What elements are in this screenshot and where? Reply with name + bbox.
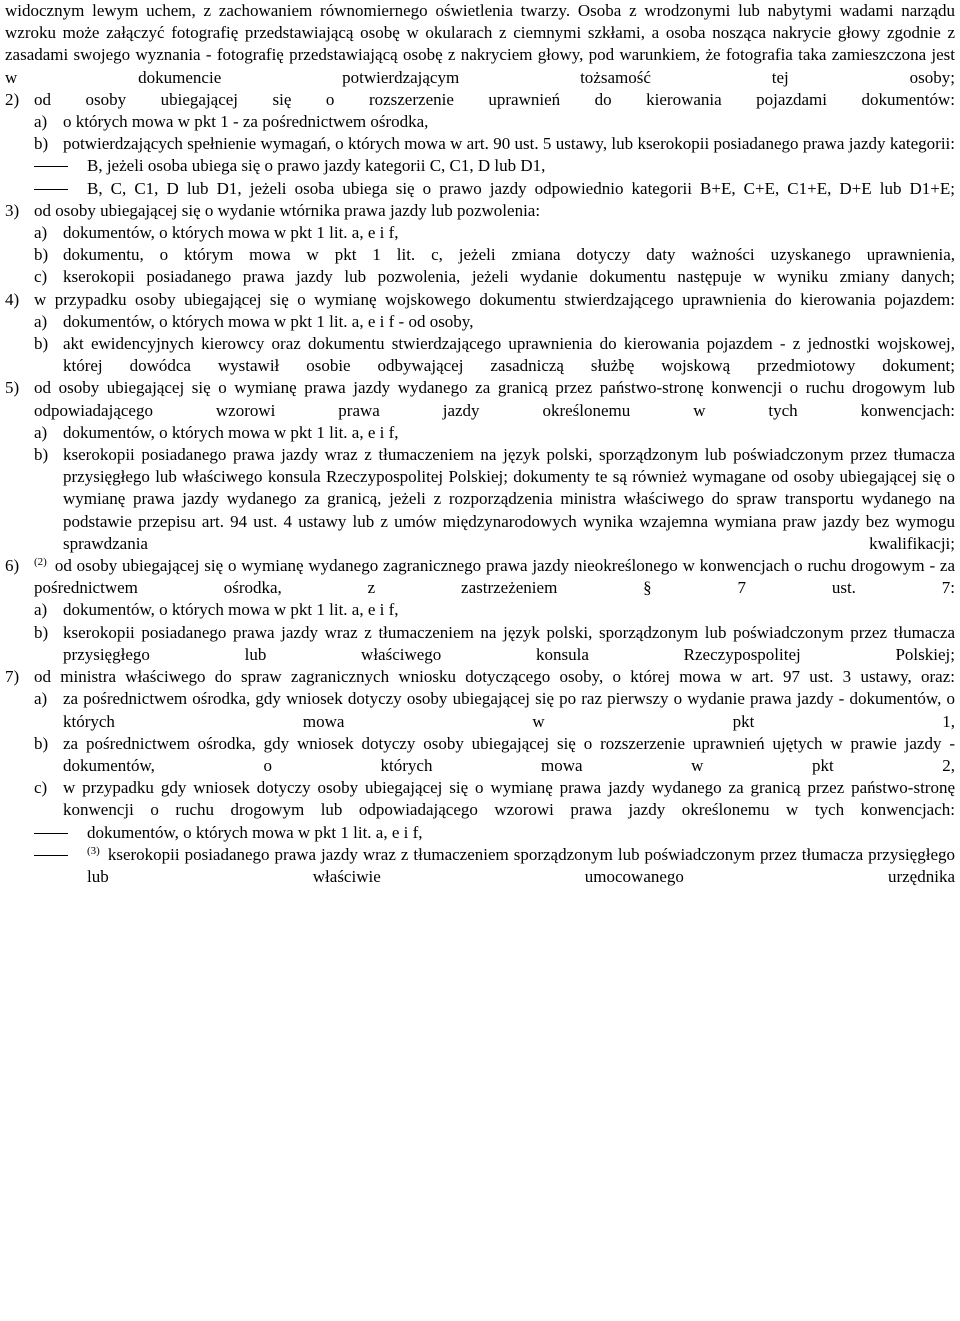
sub-item-2a xyxy=(34,111,955,133)
dash-text: B, C, C1, D lub D1, jeżeli osoba ubiega się o prawo jazdy odpowiednio kategorii B+E, C+E, C1+E, D+E lub D1+E; xyxy=(87,178,955,198)
dash-text: kserokopii posiadanego prawa jazdy wraz z tłumaczeniem sporządzonym lub poświadczonym przez tłumacza przysięgłego lub właściwie umocowanego urzędnika xyxy=(87,844,955,886)
sub-number: c) xyxy=(34,778,48,798)
sub-text: w przypadku gdy wniosek dotyczy osoby ubiegającej się o wymianę prawa jazdy wydanego za granicą przez państwo-stronę konwencji o ruchu drogowym lub odpowiadającego wzorowi prawa jazdy określonemu w tych konwencjach: xyxy=(63,778,955,820)
list-item-6 xyxy=(5,555,955,599)
sub-text: kserokopii posiadanego prawa jazdy lub pozwolenia, jeżeli wydanie dokumentu następuje w wyniku zmiany danych; xyxy=(63,267,955,287)
sub-item-5a xyxy=(34,422,955,444)
sub-item-3c xyxy=(34,266,955,288)
sub-number: a) xyxy=(34,689,48,709)
item-number: 2) xyxy=(5,89,20,109)
dash-text: dokumentów, o których mowa w pkt 1 lit. a, e i f, xyxy=(87,822,423,842)
item-number: 4) xyxy=(5,289,20,309)
sub-number: b) xyxy=(34,245,49,265)
item-number: 5) xyxy=(5,378,20,398)
sub-number: b) xyxy=(34,622,49,642)
sub-item-5b xyxy=(34,444,955,555)
dash-marker xyxy=(34,166,68,167)
sub-item-3b xyxy=(34,244,955,266)
sub-text: dokumentów, o których mowa w pkt 1 lit. a, e i f, xyxy=(63,422,399,442)
sub-text: dokumentów, o których mowa w pkt 1 lit. a, e i f - od osoby, xyxy=(63,311,474,331)
sub-number: a) xyxy=(34,600,48,620)
item-number: 6) xyxy=(5,556,20,576)
sub-item-3a xyxy=(34,222,955,244)
item-number: 7) xyxy=(5,667,20,687)
sub-text: za pośrednictwem ośrodka, gdy wniosek dotyczy osoby ubiegającej się po raz pierwszy o wydanie prawa jazdy - dokumentów, o których mowa w pkt 1, xyxy=(63,689,955,731)
footnote-marker: (3) xyxy=(87,844,100,857)
list-item-4 xyxy=(5,289,955,311)
sub-item-7c xyxy=(34,777,955,821)
sub-text: akt ewidencyjnych kierowcy oraz dokumentu stwierdzającego uprawnienia do kierowania pojazdem - z jednostki wojskowej, której dowódca wystawił osobie odbywającej zasadniczą służbę wojskową przedmiotowy dokument; xyxy=(63,334,955,376)
sub-number: b) xyxy=(34,134,49,154)
dash-item xyxy=(34,178,955,200)
dash-item xyxy=(34,822,955,844)
sub-item-2b xyxy=(34,133,955,155)
sub-item-7a xyxy=(34,688,955,732)
sub-number: c) xyxy=(34,267,48,287)
item-text: od osoby ubiegającej się o rozszerzenie uprawnień do kierowania pojazdami dokumentów: xyxy=(34,89,955,109)
item-text: od ministra właściwego do spraw zagranicznych wniosku dotyczącego osoby, o której mowa w art. 97 ust. 3 ustawy, oraz: xyxy=(34,667,955,687)
sub-text: o których mowa w pkt 1 - za pośrednictwem ośrodka, xyxy=(63,112,429,132)
sub-text: dokumentu, o którym mowa w pkt 1 lit. c, jeżeli zmiana dotyczy daty ważności uzyskanego uprawnienia, xyxy=(63,245,955,265)
item-text: w przypadku osoby ubiegającej się o wymianę wojskowego dokumentu stwierdzającego uprawnienia do kierowania pojazdem: xyxy=(34,289,955,309)
footnote-marker: (2) xyxy=(34,556,47,569)
dash-item xyxy=(34,844,955,888)
list-item-3 xyxy=(5,200,955,222)
sub-item-6b xyxy=(34,622,955,666)
sub-item-7b xyxy=(34,733,955,777)
sub-text: za pośrednictwem ośrodka, gdy wniosek dotyczy osoby ubiegającej się o rozszerzenie uprawnień ujętych w prawie jazdy - dokumentów, o których mowa w pkt 2, xyxy=(63,733,955,775)
item-number: 3) xyxy=(5,200,20,220)
intro-paragraph: widocznym lewym uchem, z zachowaniem równomiernego oświetlenia twarzy. Osoba z wrodzonymi lub nabytymi wadami narządu wzroku może załączyć fotografię przedstawiającą osobę w okularach z ciemnymi szkłami, a osoba nosząca nakrycie głowy zgodnie z zasadami swojego wyznania - fotografię przedstawiającą osobę z nakryciem głowy, pod warunkiem, że fotografia taka zamieszczona jest w dokumencie potwierdzającym tożsamość tej osoby; xyxy=(5,1,955,87)
sub-text: potwierdzających spełnienie wymagań, o których mowa w art. 90 ust. 5 ustawy, lub kserokopii posiadanego prawa jazdy kategorii: xyxy=(63,134,955,154)
sub-number: b) xyxy=(34,445,49,465)
item-text: od osoby ubiegającej się o wymianę wydanego zagranicznego prawa jazdy nieokreślonego w konwencjach o ruchu drogowym - za pośrednictwem ośrodka, z zastrzeżeniem § 7 ust. 7: xyxy=(34,556,955,598)
dash-item xyxy=(34,155,955,177)
sub-number: b) xyxy=(34,334,49,354)
sub-item-6a xyxy=(34,599,955,621)
sub-text: kserokopii posiadanego prawa jazdy wraz z tłumaczeniem na język polski, sporządzonym lub poświadczonym przez tłumacza przysięgłego lub właściwego konsula Rzeczypospolitej Polskiej; dokumenty te są również wymagane od osoby ubiegającej się o wymianę prawa jazdy wydanego za granicą, jeżeli z rozporządzenia ministra właściwego do spraw transportu wydanego na podstawie przepisu art. 94 ust. 4 ustawy lub z umów międzynarodowych wynika wzajemna wymiana praw jazdy bez wymogu sprawdzania kwalifikacji; xyxy=(63,445,955,553)
document-page xyxy=(5,0,955,888)
dash-marker xyxy=(34,855,68,856)
list-item-7 xyxy=(5,666,955,688)
sub-text: kserokopii posiadanego prawa jazdy wraz z tłumaczeniem na język polski, sporządzonym lub poświadczonym przez tłumacza przysięgłego lub właściwego konsula Rzeczypospolitej Polskiej; xyxy=(63,622,955,664)
sub-number: a) xyxy=(34,223,48,243)
item-text: od osoby ubiegającej się o wymianę prawa jazdy wydanego za granicą przez państwo-stronę konwencji o ruchu drogowym lub odpowiadającego wzorowi prawa jazdy określonemu w tych konwencjach: xyxy=(34,378,955,420)
sub-number: a) xyxy=(34,422,48,442)
dash-marker xyxy=(34,833,68,834)
list-item-2 xyxy=(5,89,955,111)
item-text: od osoby ubiegającej się o wydanie wtórnika prawa jazdy lub pozwolenia: xyxy=(34,200,541,220)
sub-item-4b xyxy=(34,333,955,377)
sub-number: a) xyxy=(34,112,48,132)
dash-marker xyxy=(34,189,68,190)
sub-number: b) xyxy=(34,733,49,753)
sub-text: dokumentów, o których mowa w pkt 1 lit. a, e i f, xyxy=(63,223,399,243)
sub-item-4a xyxy=(34,311,955,333)
sub-text: dokumentów, o których mowa w pkt 1 lit. a, e i f, xyxy=(63,600,399,620)
sub-number: a) xyxy=(34,311,48,331)
dash-text: B, jeżeli osoba ubiega się o prawo jazdy kategorii C, C1, D lub D1, xyxy=(87,156,546,176)
list-item-5 xyxy=(5,377,955,421)
